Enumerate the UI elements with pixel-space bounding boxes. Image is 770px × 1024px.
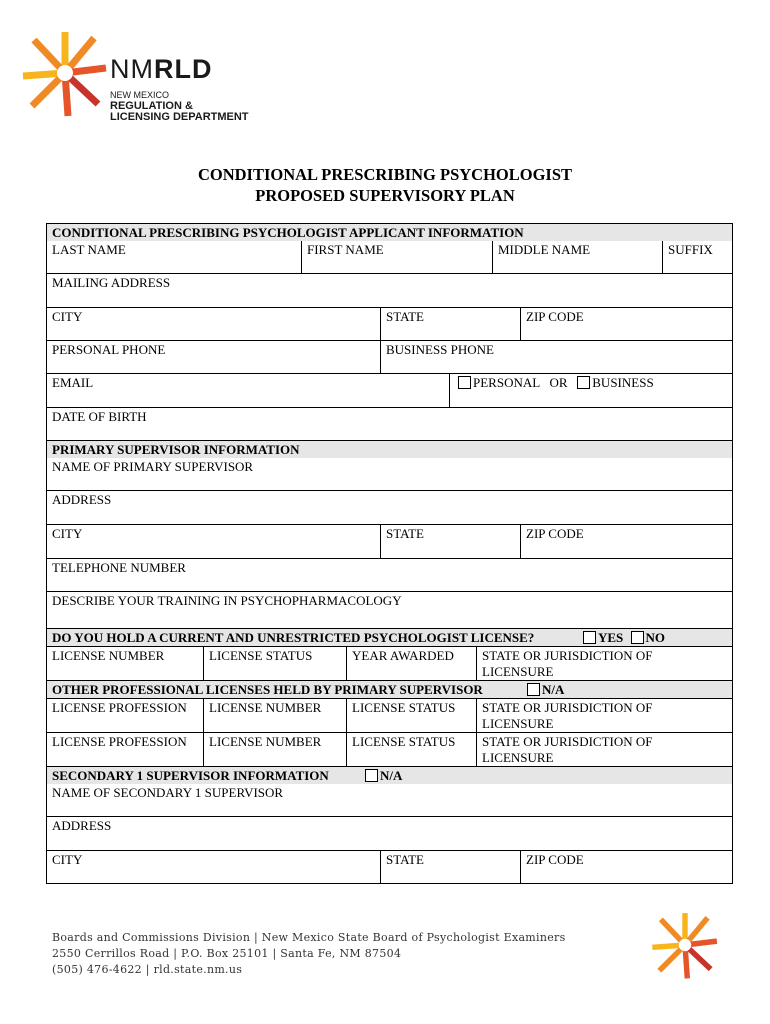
form-title-line-2: PROPOSED SUPERVISORY PLAN [255, 186, 515, 205]
secondary-supervisor-header [47, 766, 732, 784]
other-license-number-1[interactable]: LICENSE NUMBER [203, 699, 346, 732]
form-title [0, 164, 770, 206]
psychopharmacology-training-field[interactable]: DESCRIBE YOUR TRAINING IN PSYCHOPHARMACOLOGY [52, 593, 402, 608]
secondary-city-row [47, 850, 732, 883]
nmrld-logo [20, 28, 265, 128]
primary-supervisor-name-field[interactable]: NAME OF PRIMARY SUPERVISOR [52, 459, 254, 474]
logo-line-2: REGULATION & [110, 100, 193, 112]
applicant-dob-row [47, 407, 732, 440]
logo-wordmark: NMRLD [110, 54, 213, 84]
other-license-status-1[interactable]: LICENSE STATUS [346, 699, 476, 732]
secondary-supervisor-name-field[interactable]: NAME OF SECONDARY 1 SUPERVISOR [52, 785, 284, 800]
license-detail-row [47, 646, 732, 680]
other-licenses-na-label: N/A [542, 682, 565, 697]
other-licenses-text: OTHER PROFESSIONAL LICENSES HELD BY PRIMARY SUPERVISOR [52, 682, 483, 697]
business-label: BUSINESS [592, 375, 654, 390]
last-name-field[interactable]: LAST NAME [52, 242, 126, 257]
suffix-field[interactable]: SUFFIX [662, 241, 732, 273]
license-no-checkbox[interactable] [631, 631, 644, 644]
primary-telephone-row [47, 558, 732, 591]
personal-phone-field[interactable]: PERSONAL PHONE [52, 342, 166, 357]
license-yes-checkbox[interactable] [583, 631, 596, 644]
primary-city-row [47, 524, 732, 558]
business-phone-field[interactable]: BUSINESS PHONE [380, 341, 732, 373]
applicant-zip-field[interactable]: ZIP CODE [520, 308, 732, 340]
email-type-group [449, 374, 732, 407]
personal-checkbox[interactable] [458, 376, 471, 389]
form-title-line-1: CONDITIONAL PRESCRIBING PSYCHOLOGIST [197, 165, 573, 184]
other-license-row-1 [47, 698, 732, 732]
starburst-logo-icon [20, 28, 110, 118]
secondary-supervisor-text: SECONDARY 1 SUPERVISOR INFORMATION [52, 768, 329, 783]
personal-label: PERSONAL [473, 375, 540, 390]
primary-address-row [47, 490, 732, 524]
applicant-mailing-row [47, 273, 732, 307]
secondary-na-label: N/A [380, 768, 403, 783]
primary-training-row [47, 591, 732, 628]
license-question-text: DO YOU HOLD A CURRENT AND UNRESTRICTED PSYCHOLOGIST LICENSE? [52, 630, 535, 645]
or-label: OR [549, 375, 568, 390]
applicant-email-row [47, 373, 732, 407]
secondary-na-checkbox[interactable] [365, 769, 378, 782]
other-license-row-2 [47, 732, 732, 766]
secondary-state-field[interactable]: STATE [380, 851, 520, 883]
footer-starburst-icon [650, 910, 720, 980]
footer-line-1: Boards and Commissions Division | New Mexico State Board of Psychologist Examiners [52, 931, 566, 944]
applicant-phone-row [47, 340, 732, 373]
year-awarded-field[interactable]: YEAR AWARDED [346, 647, 476, 680]
primary-state-field[interactable]: STATE [380, 525, 520, 558]
other-license-profession-2[interactable]: LICENSE PROFESSION [52, 734, 187, 749]
primary-zip-field[interactable]: ZIP CODE [520, 525, 732, 558]
applicant-city-row [47, 307, 732, 340]
secondary-address-row [47, 816, 732, 850]
footer-contact [52, 930, 566, 978]
email-field[interactable]: EMAIL [52, 375, 94, 390]
date-of-birth-field[interactable]: DATE OF BIRTH [52, 409, 147, 424]
other-license-profession-1[interactable]: LICENSE PROFESSION [52, 700, 187, 715]
primary-city-field[interactable]: CITY [52, 526, 83, 541]
applicant-state-field[interactable]: STATE [380, 308, 520, 340]
other-license-jurisdiction-2[interactable]: STATE OR JURISDICTION OF LICENSURE [476, 733, 732, 766]
license-yes-label: YES [598, 630, 624, 645]
applicant-city-field[interactable]: CITY [52, 309, 83, 324]
license-question-header [47, 628, 732, 646]
license-no-label: NO [645, 630, 666, 645]
license-status-field[interactable]: LICENSE STATUS [203, 647, 346, 680]
primary-telephone-field[interactable]: TELEPHONE NUMBER [52, 560, 186, 575]
primary-name-row [47, 458, 732, 490]
other-license-status-2[interactable]: LICENSE STATUS [346, 733, 476, 766]
license-number-field[interactable]: LICENSE NUMBER [52, 648, 165, 663]
footer-line-3: (505) 476-4622 | rld.state.nm.us [52, 963, 243, 976]
first-name-field[interactable]: FIRST NAME [301, 241, 492, 273]
license-jurisdiction-field[interactable]: STATE OR JURISDICTION OF LICENSURE [476, 647, 732, 680]
mailing-address-field[interactable]: MAILING ADDRESS [52, 275, 171, 290]
primary-address-field[interactable]: ADDRESS [52, 492, 112, 507]
logo-line-3: LICENSING DEPARTMENT [110, 111, 249, 123]
logo-line-1: NEW MEXICO [110, 90, 170, 100]
other-license-number-2[interactable]: LICENSE NUMBER [203, 733, 346, 766]
supervisory-plan-form [46, 223, 733, 884]
applicant-section-header: CONDITIONAL PRESCRIBING PSYCHOLOGIST APPLICANT INFORMATION [47, 224, 732, 241]
other-licenses-na-checkbox[interactable] [527, 683, 540, 696]
secondary-name-row [47, 784, 732, 816]
other-license-jurisdiction-1[interactable]: STATE OR JURISDICTION OF LICENSURE [476, 699, 732, 732]
secondary-zip-field[interactable]: ZIP CODE [520, 851, 732, 883]
applicant-name-row [47, 241, 732, 273]
secondary-address-field[interactable]: ADDRESS [52, 818, 112, 833]
footer-line-2: 2550 Cerrillos Road | P.O. Box 25101 | Santa Fe, NM 87504 [52, 947, 402, 960]
other-licenses-header [47, 680, 732, 698]
secondary-city-field[interactable]: CITY [52, 852, 83, 867]
middle-name-field[interactable]: MIDDLE NAME [492, 241, 662, 273]
business-checkbox[interactable] [577, 376, 590, 389]
primary-supervisor-header: PRIMARY SUPERVISOR INFORMATION [47, 440, 732, 458]
